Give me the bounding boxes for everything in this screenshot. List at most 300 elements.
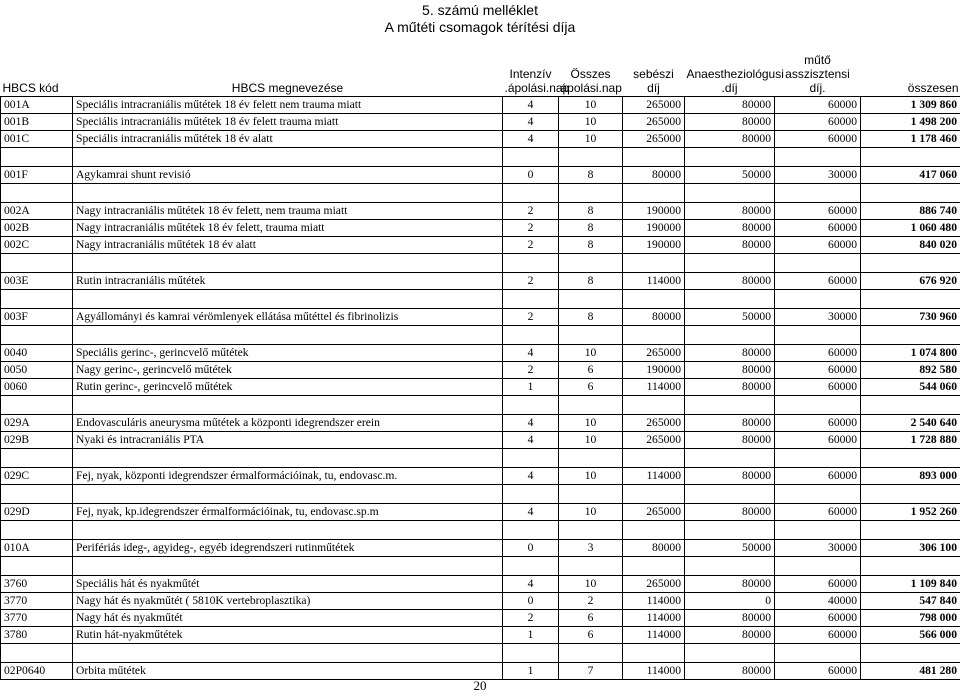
cell-name: Agyállományi és kamrai vérömlenyek ellátása műtéttel és fibrinolizis: [73, 309, 503, 326]
spacer-cell: [1, 557, 73, 576]
cell-total-days: 10: [559, 114, 623, 131]
spacer-cell: [861, 644, 960, 663]
cell-intensive-days: 0: [503, 167, 559, 184]
group-spacer-row: [1, 449, 960, 468]
header-total-line1: Összes: [561, 67, 621, 81]
cell-intensive-days: 4: [503, 432, 559, 449]
cell-surgeon-fee: 190000: [623, 237, 685, 254]
table-row: [1, 663, 960, 680]
cell-assistant-fee: 30000: [775, 309, 861, 326]
cell-code: 3780: [1, 627, 73, 644]
spacer-cell: [685, 254, 775, 273]
spacer-cell: [503, 290, 559, 309]
spacer-cell: [73, 644, 503, 663]
spacer-cell: [1, 326, 73, 345]
cell-assistant-fee: 60000: [775, 362, 861, 379]
cell-total-days: 6: [559, 610, 623, 627]
cell-sum: 893 000: [861, 468, 960, 485]
spacer-cell: [623, 396, 685, 415]
cell-sum: 1 060 480: [861, 220, 960, 237]
cell-assistant-fee: 60000: [775, 627, 861, 644]
cell-code: 0040: [1, 345, 73, 362]
cell-assistant-fee: 60000: [775, 203, 861, 220]
spacer-cell: [685, 148, 775, 167]
cell-assistant-fee: 60000: [775, 468, 861, 485]
header-surgeon-line1: sebészi: [625, 67, 683, 81]
header-total-days: [559, 52, 623, 97]
spacer-cell: [775, 326, 861, 345]
cell-anaesthesia-fee: 80000: [685, 504, 775, 521]
cell-sum: 566 000: [861, 627, 960, 644]
spacer-cell: [73, 326, 503, 345]
cell-intensive-days: 4: [503, 415, 559, 432]
cell-code: 3770: [1, 610, 73, 627]
spacer-cell: [623, 290, 685, 309]
header-sum: összesen: [861, 52, 960, 97]
spacer-cell: [503, 396, 559, 415]
group-spacer-row: [1, 485, 960, 504]
cell-anaesthesia-fee: 80000: [685, 220, 775, 237]
cell-name: Nagy intracraniális műtétek 18 év felett, nem trauma miatt: [73, 203, 503, 220]
spacer-cell: [623, 557, 685, 576]
cell-name: Nyaki és intracraniális PTA: [73, 432, 503, 449]
cell-total-days: 8: [559, 220, 623, 237]
cell-surgeon-fee: 190000: [623, 220, 685, 237]
spacer-cell: [685, 521, 775, 540]
cell-anaesthesia-fee: 80000: [685, 273, 775, 290]
cell-code: 002A: [1, 203, 73, 220]
spacer-cell: [559, 396, 623, 415]
cell-surgeon-fee: 114000: [623, 273, 685, 290]
spacer-cell: [623, 326, 685, 345]
header-name: HBCS megnevezése: [73, 52, 503, 97]
spacer-cell: [623, 485, 685, 504]
cell-total-days: 10: [559, 345, 623, 362]
spacer-cell: [503, 485, 559, 504]
cell-code: 001C: [1, 131, 73, 148]
table-row: [1, 114, 960, 131]
spacer-cell: [775, 557, 861, 576]
table-row: [1, 540, 960, 557]
spacer-cell: [1, 644, 73, 663]
cell-surgeon-fee: 80000: [623, 167, 685, 184]
header-surgeon-line2: díj: [625, 81, 683, 95]
cell-sum: 676 920: [861, 273, 960, 290]
cell-name: Endovasculáris aneurysma műtétek a központi idegrendszer erein: [73, 415, 503, 432]
cell-name: Nagy hát és nyakműtét ( 5810K vertebroplasztika): [73, 593, 503, 610]
spacer-cell: [559, 326, 623, 345]
cell-name: Nagy intracraniális műtétek 18 év alatt: [73, 237, 503, 254]
cell-surgeon-fee: 114000: [623, 663, 685, 680]
table-row: [1, 309, 960, 326]
group-spacer-row: [1, 557, 960, 576]
table-row: [1, 610, 960, 627]
page-number: 20: [0, 678, 960, 694]
cell-intensive-days: 0: [503, 540, 559, 557]
cell-anaesthesia-fee: 50000: [685, 309, 775, 326]
cell-sum: 1 309 860: [861, 97, 960, 114]
cell-anaesthesia-fee: 80000: [685, 379, 775, 396]
header-intensive-line2: .ápolási.nap: [505, 81, 557, 95]
spacer-cell: [503, 184, 559, 203]
spacer-cell: [559, 521, 623, 540]
table-body: [1, 97, 960, 680]
cell-name: Agykamrai shunt revisió: [73, 167, 503, 184]
header-assist-line1: műtő: [777, 53, 859, 67]
cell-anaesthesia-fee: 0: [685, 593, 775, 610]
spacer-cell: [1, 485, 73, 504]
table-row: [1, 273, 960, 290]
spacer-cell: [623, 184, 685, 203]
cell-intensive-days: 4: [503, 345, 559, 362]
spacer-cell: [861, 290, 960, 309]
spacer-cell: [861, 449, 960, 468]
spacer-cell: [503, 449, 559, 468]
header-row: [1, 52, 960, 97]
table-row: [1, 627, 960, 644]
cell-code: 001B: [1, 114, 73, 131]
spacer-cell: [775, 148, 861, 167]
cell-assistant-fee: 30000: [775, 540, 861, 557]
cell-name: Nagy hát és nyakműtét: [73, 610, 503, 627]
cell-sum: 1 498 200: [861, 114, 960, 131]
cell-intensive-days: 0: [503, 593, 559, 610]
spacer-cell: [861, 184, 960, 203]
spacer-cell: [73, 184, 503, 203]
header-intensive: [503, 52, 559, 97]
spacer-cell: [73, 396, 503, 415]
header-total-line2: ápolási.nap: [561, 81, 621, 95]
spacer-cell: [861, 254, 960, 273]
cell-total-days: 8: [559, 273, 623, 290]
table-row: [1, 576, 960, 593]
cell-surgeon-fee: 80000: [623, 540, 685, 557]
cell-intensive-days: 4: [503, 504, 559, 521]
spacer-cell: [623, 644, 685, 663]
table-row: [1, 220, 960, 237]
cell-sum: 1 728 880: [861, 432, 960, 449]
cell-anaesthesia-fee: 50000: [685, 167, 775, 184]
group-spacer-row: [1, 184, 960, 203]
cell-total-days: 2: [559, 593, 623, 610]
cell-name: Speciális intracraniális műtétek 18 év felett trauma miatt: [73, 114, 503, 131]
spacer-cell: [559, 184, 623, 203]
spacer-cell: [775, 290, 861, 309]
cell-code: 010A: [1, 540, 73, 557]
spacer-cell: [559, 449, 623, 468]
cell-surgeon-fee: 265000: [623, 504, 685, 521]
table-row: [1, 237, 960, 254]
cell-surgeon-fee: 265000: [623, 97, 685, 114]
header-code: HBCS kód: [1, 52, 73, 97]
cell-intensive-days: 1: [503, 663, 559, 680]
table-row: [1, 97, 960, 114]
cell-assistant-fee: 60000: [775, 379, 861, 396]
spacer-cell: [559, 557, 623, 576]
cell-sum: 306 100: [861, 540, 960, 557]
annex-number: 5. számú melléklet: [0, 2, 960, 19]
cell-code: 003F: [1, 309, 73, 326]
cell-sum: 730 960: [861, 309, 960, 326]
cell-assistant-fee: 60000: [775, 345, 861, 362]
spacer-cell: [685, 290, 775, 309]
cell-code: 029C: [1, 468, 73, 485]
cell-intensive-days: 2: [503, 309, 559, 326]
cell-total-days: 10: [559, 131, 623, 148]
cell-assistant-fee: 60000: [775, 114, 861, 131]
header-anaesthesia-fee: [685, 52, 775, 97]
cell-intensive-days: 2: [503, 203, 559, 220]
cell-total-days: 8: [559, 203, 623, 220]
cell-code: 029A: [1, 415, 73, 432]
cell-intensive-days: 4: [503, 131, 559, 148]
spacer-cell: [861, 485, 960, 504]
cell-total-days: 3: [559, 540, 623, 557]
cell-code: 002B: [1, 220, 73, 237]
cell-assistant-fee: 60000: [775, 97, 861, 114]
cell-anaesthesia-fee: 50000: [685, 540, 775, 557]
spacer-cell: [685, 449, 775, 468]
group-spacer-row: [1, 148, 960, 167]
spacer-cell: [623, 148, 685, 167]
spacer-cell: [559, 148, 623, 167]
cell-name: Speciális intracraniális műtétek 18 év alatt: [73, 131, 503, 148]
cell-code: 002C: [1, 237, 73, 254]
spacer-cell: [559, 644, 623, 663]
spacer-cell: [623, 254, 685, 273]
cell-name: Rutin hát-nyakműtétek: [73, 627, 503, 644]
spacer-cell: [685, 396, 775, 415]
cell-intensive-days: 2: [503, 220, 559, 237]
cell-assistant-fee: 60000: [775, 415, 861, 432]
cell-intensive-days: 4: [503, 576, 559, 593]
group-spacer-row: [1, 521, 960, 540]
table-row: [1, 167, 960, 184]
cell-assistant-fee: 60000: [775, 220, 861, 237]
cell-total-days: 6: [559, 627, 623, 644]
cell-anaesthesia-fee: 80000: [685, 131, 775, 148]
cell-surgeon-fee: 265000: [623, 576, 685, 593]
spacer-cell: [1, 521, 73, 540]
cell-assistant-fee: 60000: [775, 504, 861, 521]
cell-surgeon-fee: 190000: [623, 203, 685, 220]
cell-intensive-days: 1: [503, 379, 559, 396]
cell-intensive-days: 4: [503, 114, 559, 131]
cell-surgeon-fee: 114000: [623, 379, 685, 396]
cell-surgeon-fee: 114000: [623, 468, 685, 485]
spacer-cell: [73, 148, 503, 167]
cell-sum: 1 109 840: [861, 576, 960, 593]
cell-name: Fej, nyak, kp.idegrendszer érmalformációinak, tu, endovasc.sp.m: [73, 504, 503, 521]
table-row: [1, 131, 960, 148]
cell-anaesthesia-fee: 80000: [685, 237, 775, 254]
spacer-cell: [1, 254, 73, 273]
cell-assistant-fee: 60000: [775, 237, 861, 254]
header-assistant-fee: [775, 52, 861, 97]
spacer-cell: [559, 254, 623, 273]
cell-total-days: 6: [559, 379, 623, 396]
spacer-cell: [775, 485, 861, 504]
table-row: [1, 593, 960, 610]
cell-code: 003E: [1, 273, 73, 290]
cell-sum: 892 580: [861, 362, 960, 379]
cell-intensive-days: 1: [503, 627, 559, 644]
cell-total-days: 6: [559, 362, 623, 379]
cell-sum: 840 020: [861, 237, 960, 254]
table-row: [1, 345, 960, 362]
cell-anaesthesia-fee: 80000: [685, 610, 775, 627]
cell-code: 029B: [1, 432, 73, 449]
spacer-cell: [775, 254, 861, 273]
header-assist-line2: asszisztensi díj.: [777, 67, 859, 95]
header-anaest-line1: Anaestheziológusi: [687, 67, 773, 81]
cell-sum: 886 740: [861, 203, 960, 220]
table-row: [1, 203, 960, 220]
cell-name: Rutin intracraniális műtétek: [73, 273, 503, 290]
cell-assistant-fee: 60000: [775, 576, 861, 593]
cell-name: Nagy gerinc-, gerincvelő műtétek: [73, 362, 503, 379]
spacer-cell: [559, 485, 623, 504]
cell-surgeon-fee: 265000: [623, 432, 685, 449]
cell-assistant-fee: 60000: [775, 273, 861, 290]
cell-assistant-fee: 60000: [775, 610, 861, 627]
spacer-cell: [503, 557, 559, 576]
table-row: [1, 415, 960, 432]
cell-code: 001A: [1, 97, 73, 114]
spacer-cell: [503, 644, 559, 663]
group-spacer-row: [1, 254, 960, 273]
cell-surgeon-fee: 265000: [623, 131, 685, 148]
cell-sum: 1 074 800: [861, 345, 960, 362]
table-row: [1, 362, 960, 379]
cell-anaesthesia-fee: 80000: [685, 362, 775, 379]
cell-anaesthesia-fee: 80000: [685, 627, 775, 644]
cell-code: 029D: [1, 504, 73, 521]
table-row: [1, 379, 960, 396]
spacer-cell: [861, 396, 960, 415]
cell-surgeon-fee: 265000: [623, 415, 685, 432]
cell-code: 0060: [1, 379, 73, 396]
spacer-cell: [559, 290, 623, 309]
spacer-cell: [685, 184, 775, 203]
cell-intensive-days: 4: [503, 97, 559, 114]
spacer-cell: [623, 449, 685, 468]
spacer-cell: [73, 449, 503, 468]
cell-name: Rutin gerinc-, gerincvelő műtétek: [73, 379, 503, 396]
spacer-cell: [861, 326, 960, 345]
spacer-cell: [775, 521, 861, 540]
cell-surgeon-fee: 114000: [623, 627, 685, 644]
spacer-cell: [775, 644, 861, 663]
spacer-cell: [73, 254, 503, 273]
cell-sum: 1 952 260: [861, 504, 960, 521]
cell-surgeon-fee: 114000: [623, 610, 685, 627]
cell-sum: 2 540 640: [861, 415, 960, 432]
cell-sum: 544 060: [861, 379, 960, 396]
spacer-cell: [73, 521, 503, 540]
spacer-cell: [685, 485, 775, 504]
cell-intensive-days: 2: [503, 362, 559, 379]
spacer-cell: [73, 485, 503, 504]
spacer-cell: [503, 254, 559, 273]
table-row: [1, 468, 960, 485]
cell-total-days: 10: [559, 97, 623, 114]
spacer-cell: [775, 449, 861, 468]
cell-surgeon-fee: 190000: [623, 362, 685, 379]
cell-anaesthesia-fee: 80000: [685, 203, 775, 220]
cell-code: 001F: [1, 167, 73, 184]
spacer-cell: [503, 521, 559, 540]
cell-code: 0050: [1, 362, 73, 379]
cell-anaesthesia-fee: 80000: [685, 432, 775, 449]
cell-total-days: 10: [559, 415, 623, 432]
cell-assistant-fee: 60000: [775, 663, 861, 680]
cell-name: Nagy intracraniális műtétek 18 év felett, trauma miatt: [73, 220, 503, 237]
cell-name: Perifériás ideg-, agyideg-, egyéb idegrendszeri rutinműtétek: [73, 540, 503, 557]
page-title: A műtéti csomagok térítési díja: [0, 19, 960, 36]
cell-sum: 798 000: [861, 610, 960, 627]
cell-anaesthesia-fee: 80000: [685, 663, 775, 680]
header-intensive-line1: Intenzív: [505, 67, 557, 81]
cell-anaesthesia-fee: 80000: [685, 468, 775, 485]
cell-surgeon-fee: 265000: [623, 114, 685, 131]
cell-intensive-days: 2: [503, 237, 559, 254]
table-row: [1, 504, 960, 521]
group-spacer-row: [1, 326, 960, 345]
cell-name: Speciális intracraniális műtétek 18 év felett nem trauma miatt: [73, 97, 503, 114]
cell-anaesthesia-fee: 80000: [685, 97, 775, 114]
spacer-cell: [685, 644, 775, 663]
cell-total-days: 7: [559, 663, 623, 680]
cell-total-days: 8: [559, 309, 623, 326]
cell-total-days: 10: [559, 432, 623, 449]
cell-assistant-fee: 60000: [775, 432, 861, 449]
header-anaest-line2: .díj: [687, 81, 773, 95]
spacer-cell: [861, 521, 960, 540]
cell-total-days: 10: [559, 576, 623, 593]
cell-code: 3770: [1, 593, 73, 610]
spacer-cell: [861, 148, 960, 167]
group-spacer-row: [1, 644, 960, 663]
cell-anaesthesia-fee: 80000: [685, 415, 775, 432]
cell-name: Speciális hát és nyakműtét: [73, 576, 503, 593]
spacer-cell: [1, 449, 73, 468]
fee-table: [0, 52, 960, 680]
spacer-cell: [1, 396, 73, 415]
cell-surgeon-fee: 80000: [623, 309, 685, 326]
cell-name: Orbita műtétek: [73, 663, 503, 680]
spacer-cell: [1, 290, 73, 309]
spacer-cell: [623, 521, 685, 540]
spacer-cell: [73, 557, 503, 576]
cell-code: 02P0640: [1, 663, 73, 680]
spacer-cell: [503, 326, 559, 345]
spacer-cell: [685, 557, 775, 576]
cell-assistant-fee: 30000: [775, 167, 861, 184]
spacer-cell: [775, 396, 861, 415]
cell-anaesthesia-fee: 80000: [685, 114, 775, 131]
cell-intensive-days: 2: [503, 610, 559, 627]
cell-sum: 547 840: [861, 593, 960, 610]
cell-total-days: 8: [559, 167, 623, 184]
cell-sum: 417 060: [861, 167, 960, 184]
cell-anaesthesia-fee: 80000: [685, 345, 775, 362]
spacer-cell: [685, 326, 775, 345]
spacer-cell: [503, 148, 559, 167]
cell-sum: 1 178 460: [861, 131, 960, 148]
table-row: [1, 432, 960, 449]
cell-intensive-days: 4: [503, 468, 559, 485]
